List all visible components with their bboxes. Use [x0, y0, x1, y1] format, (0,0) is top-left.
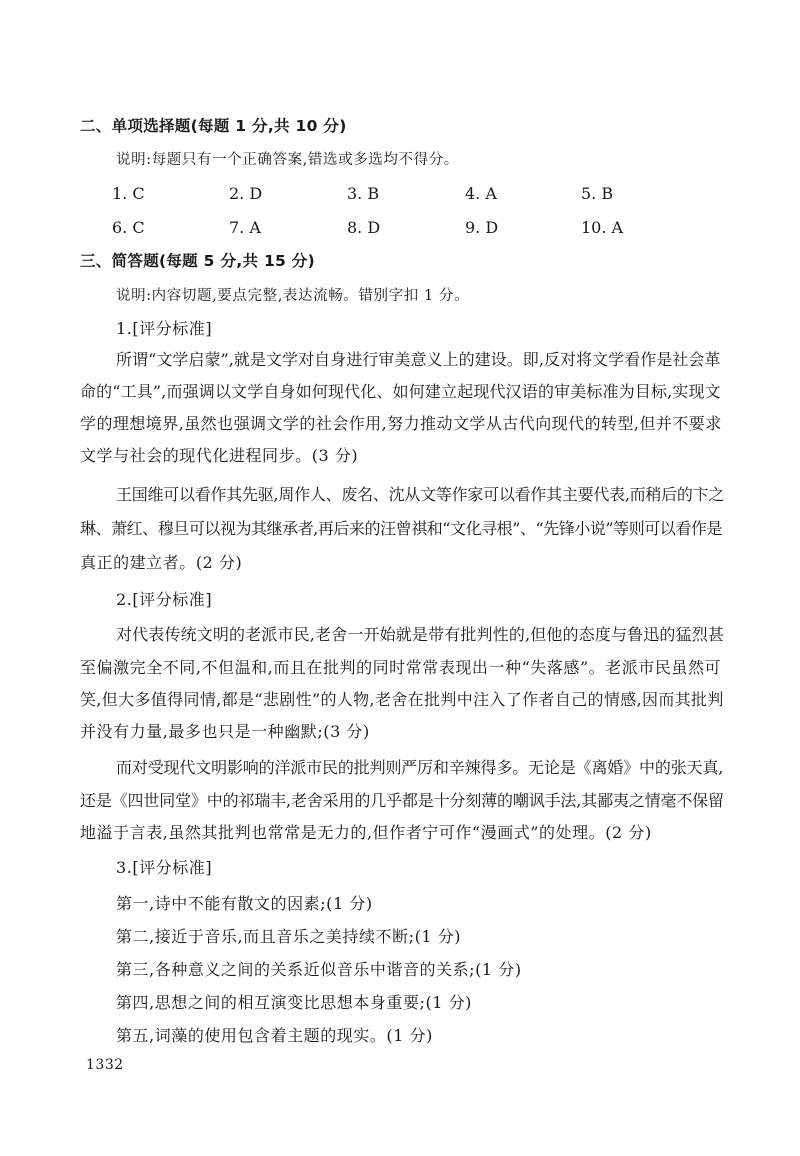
q3-line-3: 第三,各种意义之间的关系近似音乐中谐音的关系;(1 分) [116, 960, 522, 979]
q1-line-7: 真正的建立者。(2 分) [80, 553, 243, 572]
q2-line-3: 笑,但大多值得同情,都是“悲剧性”的人物,老舍在批判中注入了作者自己的情感,因而其批判 [80, 690, 724, 709]
q2-line-4: 并没有力量,最多也只是一种幽默;(3 分) [80, 722, 370, 741]
q1-line-5: 王国维可以看作其先驱,周作人、废名、沈从文等作家可以看作其主要代表,而稍后的卞之 [116, 485, 725, 504]
q1-line-6: 琳、萧红、穆旦可以视为其继承者,再后来的汪曾祺和“文化寻根”、“先锋小说”等则可以看作是 [80, 519, 723, 538]
q3-line-4: 第四,思想之间的相互演变比思想本身重要;(1 分) [116, 993, 472, 1012]
answer-2: 2. D [229, 184, 263, 203]
q1-line-2: 命的“工具”,而强调以文学自身如何现代化、如何建立起现代汉语的审美标准为目标,实现文 [80, 382, 721, 401]
answer-5: 5. B [581, 184, 614, 203]
answer-4: 4. A [465, 184, 497, 203]
q1-line-4: 文学与社会的现代化进程同步。(3 分) [80, 446, 359, 465]
answer-6: 6. C [112, 218, 145, 237]
answer-8: 8. D [347, 218, 381, 237]
q3-line-2: 第二,接近于音乐,而且音乐之美持续不断;(1 分) [116, 927, 462, 946]
q2-line-6: 还是《四世同堂》中的祁瑞丰,老舍采用的几乎都是十分刻薄的嘲讽手法,其鄙夷之情毫不保留 [80, 791, 724, 810]
section2-heading: 二、单项选择题(每题 1 分,共 10 分) [80, 117, 347, 135]
q2-line-7: 地溢于言表,虽然其批判也常常是无力的,但作者宁可作“漫画式”的处理。(2 分) [80, 823, 652, 842]
section2-note: 说明:每题只有一个正确答案,错选或多选均不得分。 [116, 152, 459, 168]
q3-line-5: 第五,词藻的使用包含着主题的现实。(1 分) [116, 1026, 433, 1045]
answer-7: 7. A [229, 218, 261, 237]
page-number: 1332 [86, 1057, 124, 1073]
section3-heading: 三、简答题(每题 5 分,共 15 分) [80, 252, 315, 270]
answer-9: 9. D [465, 218, 499, 237]
q3-line-1: 第一,诗中不能有散文的因素;(1 分) [116, 894, 373, 913]
answer-1: 1. C [112, 184, 145, 203]
q2-label: 2.[评分标准] [116, 590, 213, 609]
q2-line-2: 至偏激完全不同,不但温和,而且在批判的同时常常表现出一种“失落感”。老派市民虽然可 [80, 658, 722, 677]
answer-3: 3. B [347, 184, 380, 203]
q1-label: 1.[评分标准] [116, 319, 213, 338]
q1-line-3: 学的理想境界,虽然也强调文学的社会作用,努力推动文学从古代向现代的转型,但并不要求 [80, 414, 722, 433]
q1-line-1: 所谓“文学启蒙”,就是文学对自身进行审美意义上的建设。即,反对将文学看作是社会革 [116, 350, 721, 369]
q3-label: 3.[评分标准] [116, 858, 213, 877]
q2-line-1: 对代表传统文明的老派市民,老舍一开始就是带有批判性的,但他的态度与鲁迅的猛烈甚 [116, 625, 725, 644]
answer-10: 10. A [581, 218, 624, 237]
section3-note: 说明:内容切题,要点完整,表达流畅。错别字扣 1 分。 [116, 288, 470, 304]
q2-line-5: 而对受现代文明影响的洋派市民的批判则严厉和辛辣得多。无论是《离婚》中的张天真, [116, 758, 724, 777]
